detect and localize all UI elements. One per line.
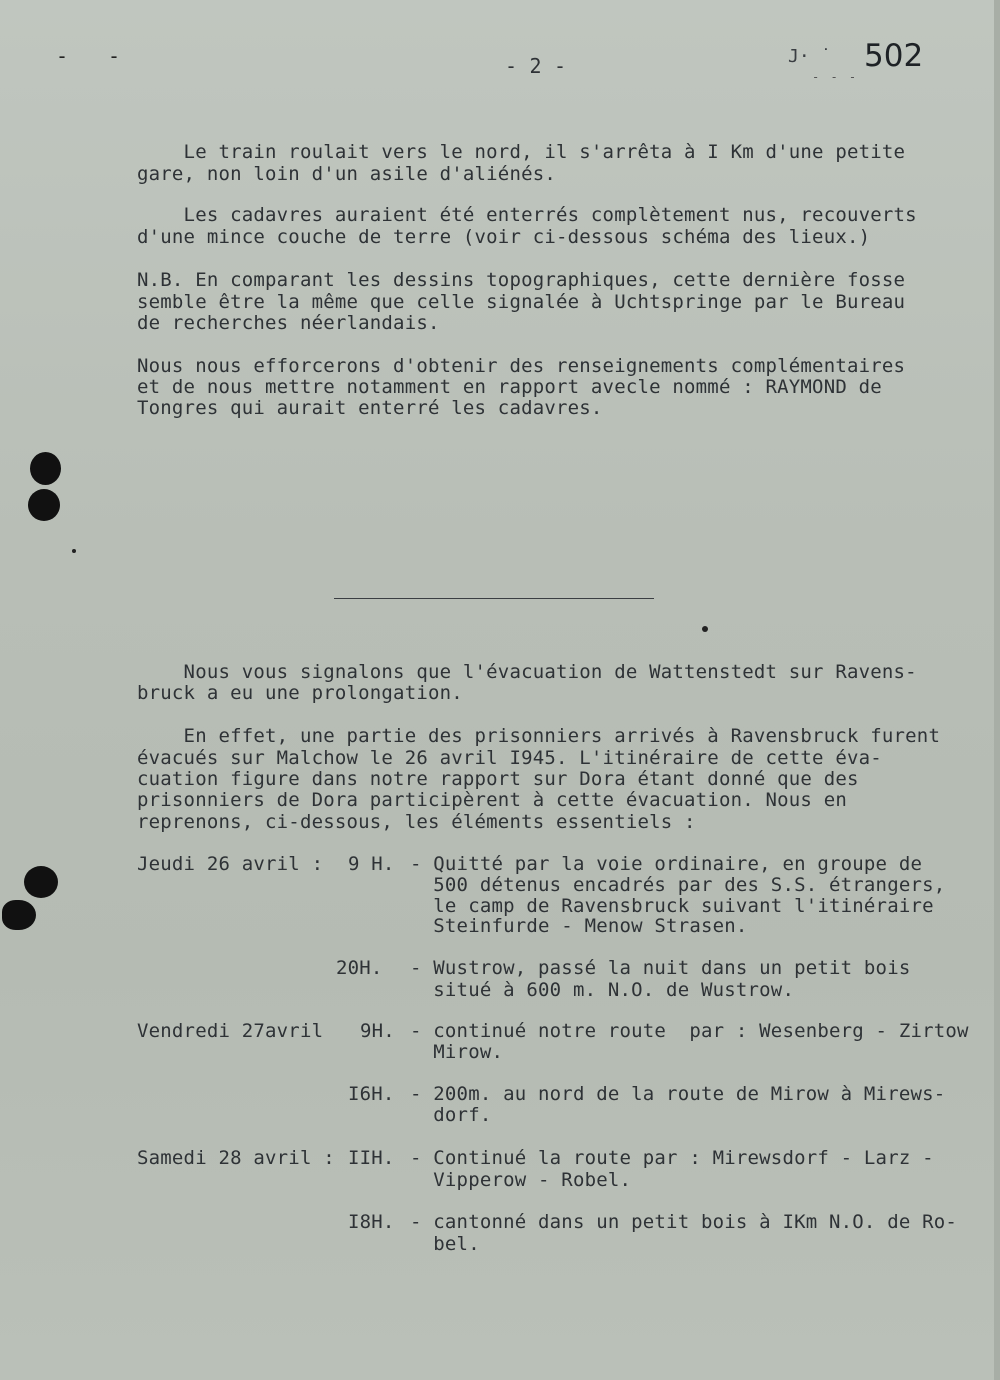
corner-mark-left: -: [56, 44, 69, 68]
text-line: et de nous mettre notamment en rapport avecle nommé : RAYMOND de: [137, 376, 882, 398]
text-line: reprenons, ci-dessous, les éléments essentiels :: [137, 811, 696, 833]
itinerary-text-line: bel.: [410, 1233, 480, 1255]
text-line: Nous nous efforcerons d'obtenir des renseignements complémentaires: [137, 355, 906, 377]
page-edge: [994, 0, 1000, 1380]
itinerary-text-line: 500 détenus encadrés par des S.S. étrangers,: [410, 874, 946, 896]
page-number: - 2 -: [505, 54, 567, 78]
text-line: prisonniers de Dora participèrent à cette évacuation. Nous en: [137, 789, 847, 811]
itinerary-text-line: - cantonné dans un petit bois à IKm N.O. de Ro-: [410, 1211, 958, 1233]
corner-mark-right: -: [108, 44, 121, 68]
text-line: Le train roulait vers le nord, il s'arrêta à I Km d'une petite: [137, 141, 906, 163]
text-line: de recherches néerlandais.: [137, 312, 440, 334]
itinerary-text-line: - Continué la route par : Mirewsdorf - Larz -: [410, 1147, 934, 1169]
itinerary-time: IIH.: [348, 1147, 395, 1169]
ink-dot: [702, 626, 708, 632]
itinerary-day: Samedi 28 avril :: [137, 1147, 335, 1169]
punch-hole-top: [30, 452, 61, 485]
itinerary-text-line: - continué notre route par : Wesenberg - Zirtow: [410, 1020, 969, 1042]
itinerary-text-line: - Quitté par la voie ordinaire, en groupe de: [410, 853, 923, 875]
ink-dot: [72, 549, 76, 553]
itinerary-day: Jeudi 26 avril :: [137, 853, 324, 875]
punch-hole-bottom: [24, 866, 58, 898]
itinerary-time: I8H.: [348, 1211, 395, 1233]
text-line: semble être la même que celle signalée à Uchtspringe par le Bureau: [137, 291, 906, 313]
itinerary-time: 20H.: [336, 957, 383, 979]
itinerary-time: 9H.: [360, 1020, 395, 1042]
itinerary-text-line: situé à 600 m. N.O. de Wustrow.: [410, 979, 795, 1001]
text-line: évacués sur Malchow le 26 avril I945. L'itinéraire de cette éva-: [137, 747, 882, 769]
stamp-mark: J· ˙: [788, 46, 832, 67]
text-line: N.B. En comparant les dessins topographiques, cette dernière fosse: [137, 269, 906, 291]
itinerary-text-line: - Wustrow, passé la nuit dans un petit bois: [410, 957, 911, 979]
itinerary-time: I6H.: [348, 1083, 395, 1105]
text-line: Nous vous signalons que l'évacuation de Wattenstedt sur Ravens-: [137, 661, 917, 683]
itinerary-day: Vendredi 27avril: [137, 1020, 324, 1042]
text-line: En effet, une partie des prisonniers arrivés à Ravensbruck furent: [137, 725, 941, 747]
itinerary-text-line: Vipperow - Robel.: [410, 1169, 632, 1191]
document-number: 502: [864, 38, 924, 74]
itinerary-text-line: dorf.: [410, 1104, 492, 1126]
punch-hole-bottom-2: [2, 900, 36, 930]
text-line: cuation figure dans notre rapport sur Dora étant donné que des: [137, 768, 859, 790]
stamp-dash-mark: - - -: [812, 70, 859, 84]
itinerary-time: 9 H.: [348, 853, 395, 875]
itinerary-text-line: Mirow.: [410, 1041, 504, 1063]
itinerary-text-line: - 200m. au nord de la route de Mirow à Mirews-: [410, 1083, 946, 1105]
text-line: Les cadavres auraient été enterrés complètement nus, recouverts: [137, 204, 917, 226]
itinerary-text-line: le camp de Ravensbruck suivant l'itinéraire: [410, 895, 934, 917]
section-separator: [334, 598, 654, 599]
text-line: bruck a eu une prolongation.: [137, 682, 463, 704]
text-line: d'une mince couche de terre (voir ci-dessous schéma des lieux.): [137, 226, 871, 248]
text-line: gare, non loin d'un asile d'aliénés.: [137, 163, 557, 185]
itinerary-text-line: Steinfurde - Menow Strasen.: [410, 915, 748, 937]
punch-hole-top-2: [28, 489, 60, 521]
text-line: Tongres qui aurait enterré les cadavres.: [137, 397, 603, 419]
